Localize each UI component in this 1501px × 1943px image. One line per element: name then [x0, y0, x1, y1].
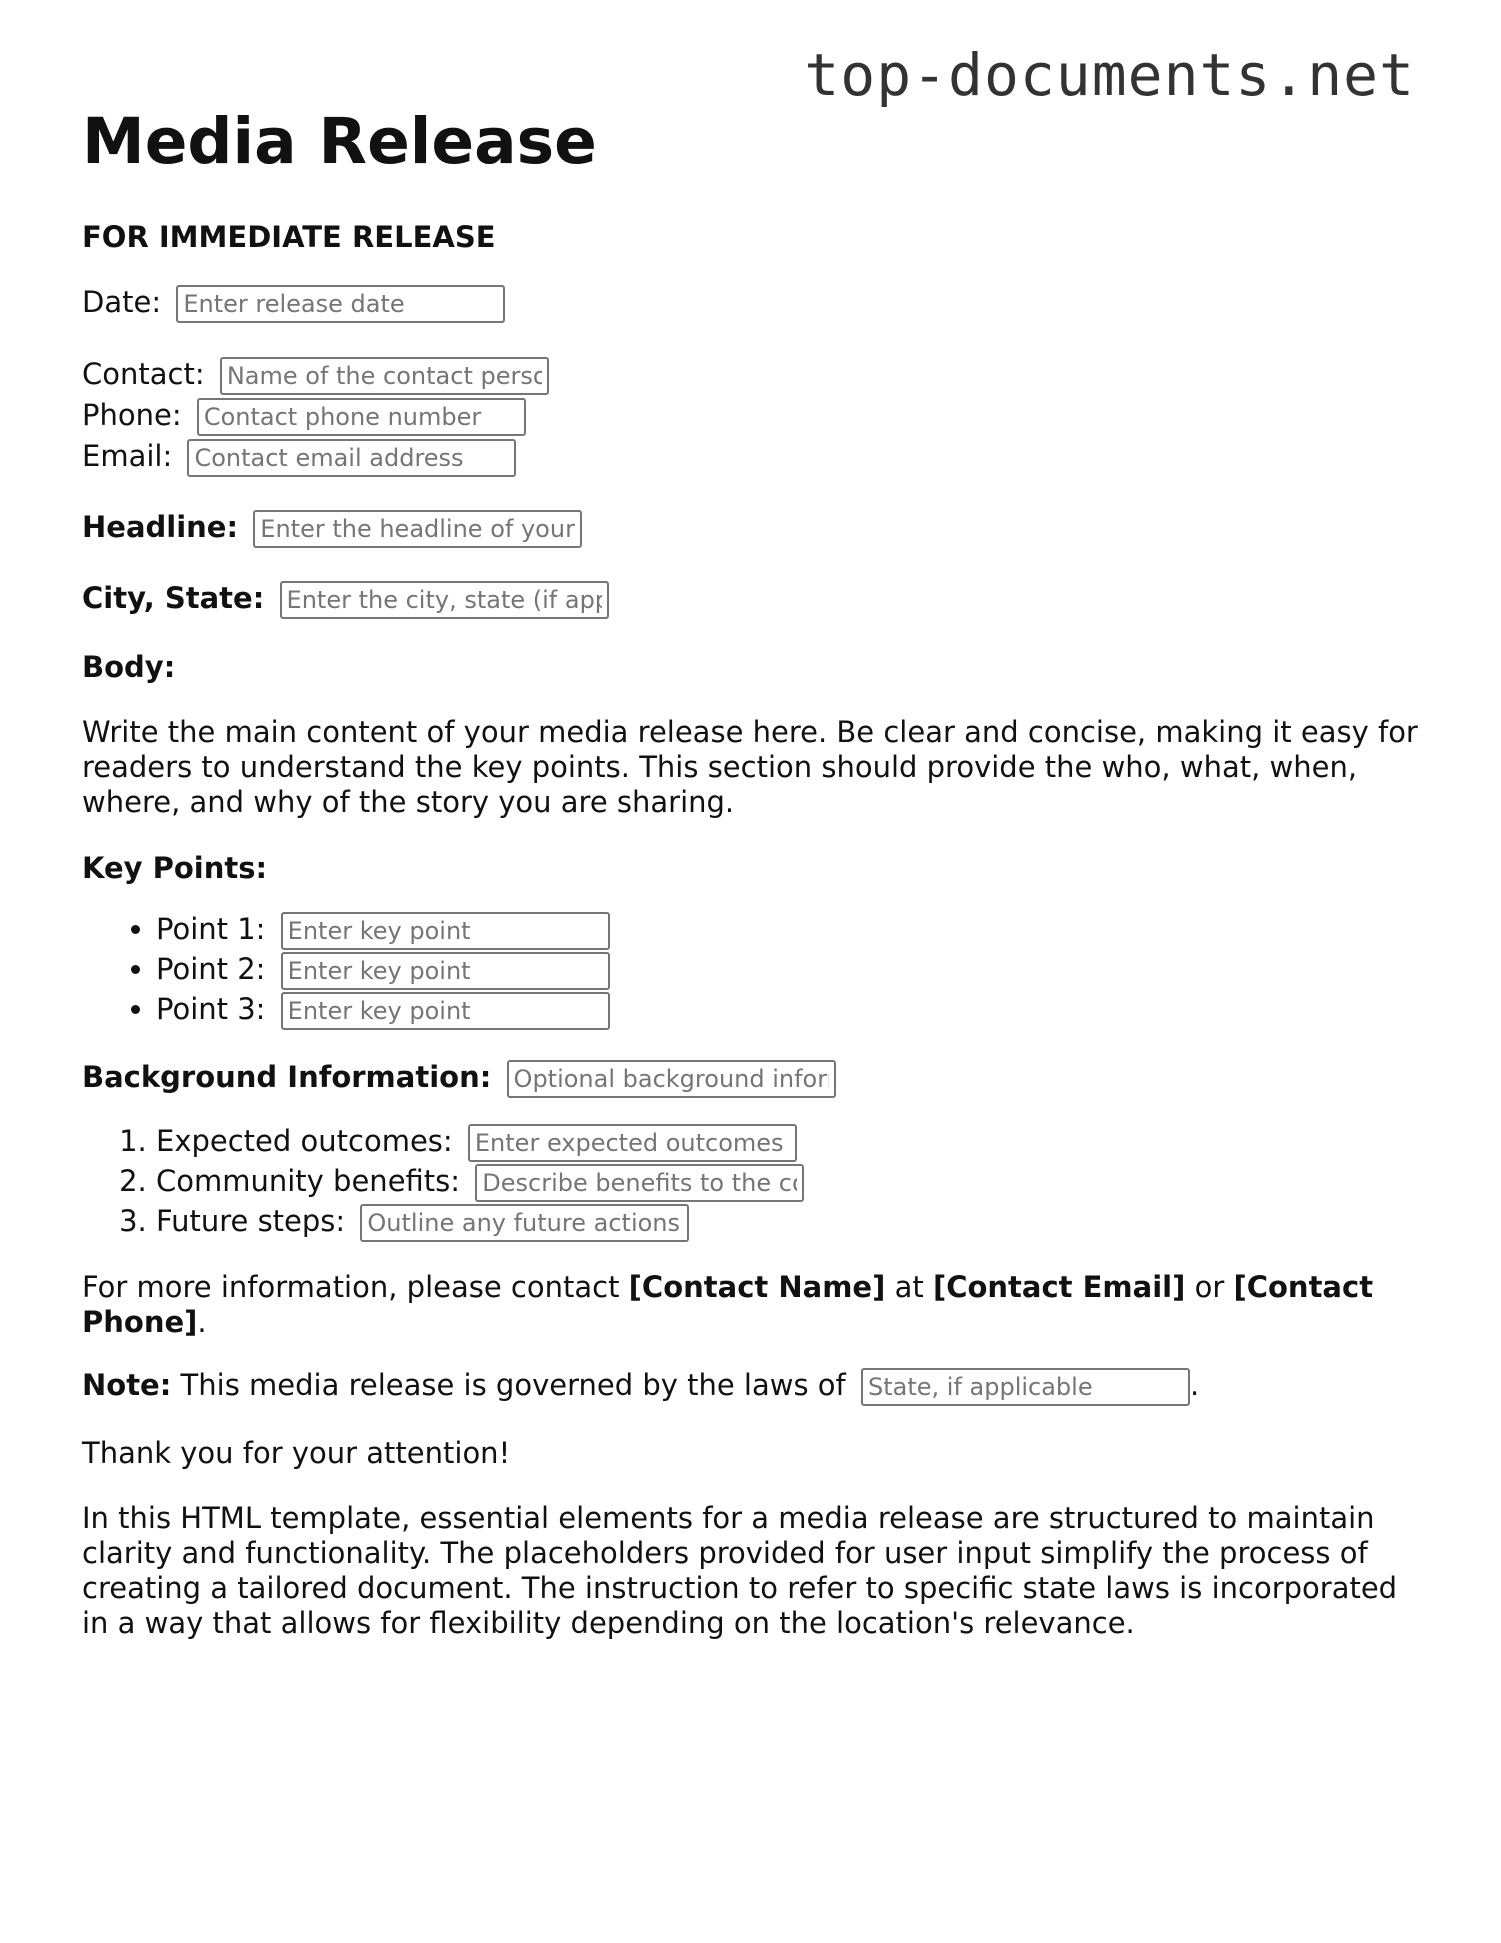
key-point-2-input[interactable] [281, 952, 610, 990]
phone-row [82, 398, 1422, 436]
list-item [156, 910, 1422, 950]
note-end: . [1189, 1368, 1200, 1402]
city-state-row [82, 581, 1422, 619]
page-title: Media Release [82, 105, 597, 178]
key-points-label: Key Points: [82, 851, 268, 885]
future-steps-label: Future steps: [156, 1204, 346, 1238]
thank-you-text: Thank you for your attention! [82, 1436, 511, 1470]
community-benefits-input[interactable] [475, 1164, 804, 1202]
note-label: Note: [82, 1368, 172, 1402]
governing-state-input[interactable] [861, 1368, 1190, 1406]
list-item [156, 1162, 1422, 1202]
document-page [82, 104, 1422, 1641]
list-item [156, 950, 1422, 990]
date-label: Date: [82, 285, 162, 319]
release-tag: FOR IMMEDIATE RELEASE [82, 220, 496, 254]
note-text: This media release is governed by the laws of [180, 1368, 846, 1402]
expected-outcomes-input[interactable] [468, 1124, 797, 1162]
community-benefits-label: Community benefits: [156, 1164, 461, 1198]
key-point-1-label: Point 1: [156, 912, 266, 946]
contact-label: Contact: [82, 357, 205, 391]
background-input[interactable] [507, 1060, 836, 1098]
contact-paragraph [82, 1270, 1422, 1340]
background-label: Background Information: [82, 1060, 492, 1094]
key-points-list [82, 910, 1422, 1030]
city-state-label: City, State: [82, 581, 265, 615]
expected-outcomes-label: Expected outcomes: [156, 1124, 453, 1158]
key-point-3-input[interactable] [281, 992, 610, 1030]
contact-or: or [1194, 1270, 1225, 1304]
contact-email-placeholder: [Contact Email] [932, 1270, 1186, 1304]
date-row [82, 285, 1422, 323]
contact-end: . [197, 1305, 207, 1339]
headline-input[interactable] [253, 510, 582, 548]
list-item [156, 990, 1422, 1030]
phone-label: Phone: [82, 398, 182, 432]
phone-input[interactable] [197, 398, 526, 436]
headline-label: Headline: [82, 510, 239, 544]
city-state-input[interactable] [280, 581, 609, 619]
contact-at: at [894, 1270, 924, 1304]
key-point-3-label: Point 3: [156, 992, 266, 1026]
background-list [82, 1122, 1422, 1242]
list-item [156, 1122, 1422, 1162]
watermark: top-documents.net [804, 41, 1415, 109]
contact-name-placeholder: [Contact Name] [628, 1270, 886, 1304]
body-label: Body: [82, 650, 176, 684]
background-row [82, 1060, 1422, 1098]
email-label: Email: [82, 439, 173, 473]
key-point-2-label: Point 2: [156, 952, 266, 986]
future-steps-input[interactable] [360, 1204, 689, 1242]
contact-prefix: For more information, please contact [82, 1270, 620, 1304]
email-row [82, 439, 1422, 477]
headline-row [82, 510, 1422, 548]
contact-row [82, 357, 1422, 395]
contact-phone-placeholder: [Contact Phone] [82, 1270, 1374, 1339]
date-input[interactable] [176, 285, 505, 323]
email-input[interactable] [187, 439, 516, 477]
closing-paragraph: In this HTML template, essential elements for a media release are structured to maintain clarity and functionality. The placeholders provided for user input simplify the process of creating a tailored document. The instruction to refer to specific state laws is incorporated in a way that allows for flexibility depending on the location's relevance. [82, 1501, 1398, 1640]
key-point-1-input[interactable] [281, 912, 610, 950]
body-text: Write the main content of your media release here. Be clear and concise, making it easy for readers to understand the key points. This section should provide the who, what, when, where, and why of the story you are sharing. [82, 715, 1418, 819]
contact-name-input[interactable] [220, 357, 549, 395]
note-row [82, 1368, 1422, 1406]
list-item [156, 1202, 1422, 1242]
